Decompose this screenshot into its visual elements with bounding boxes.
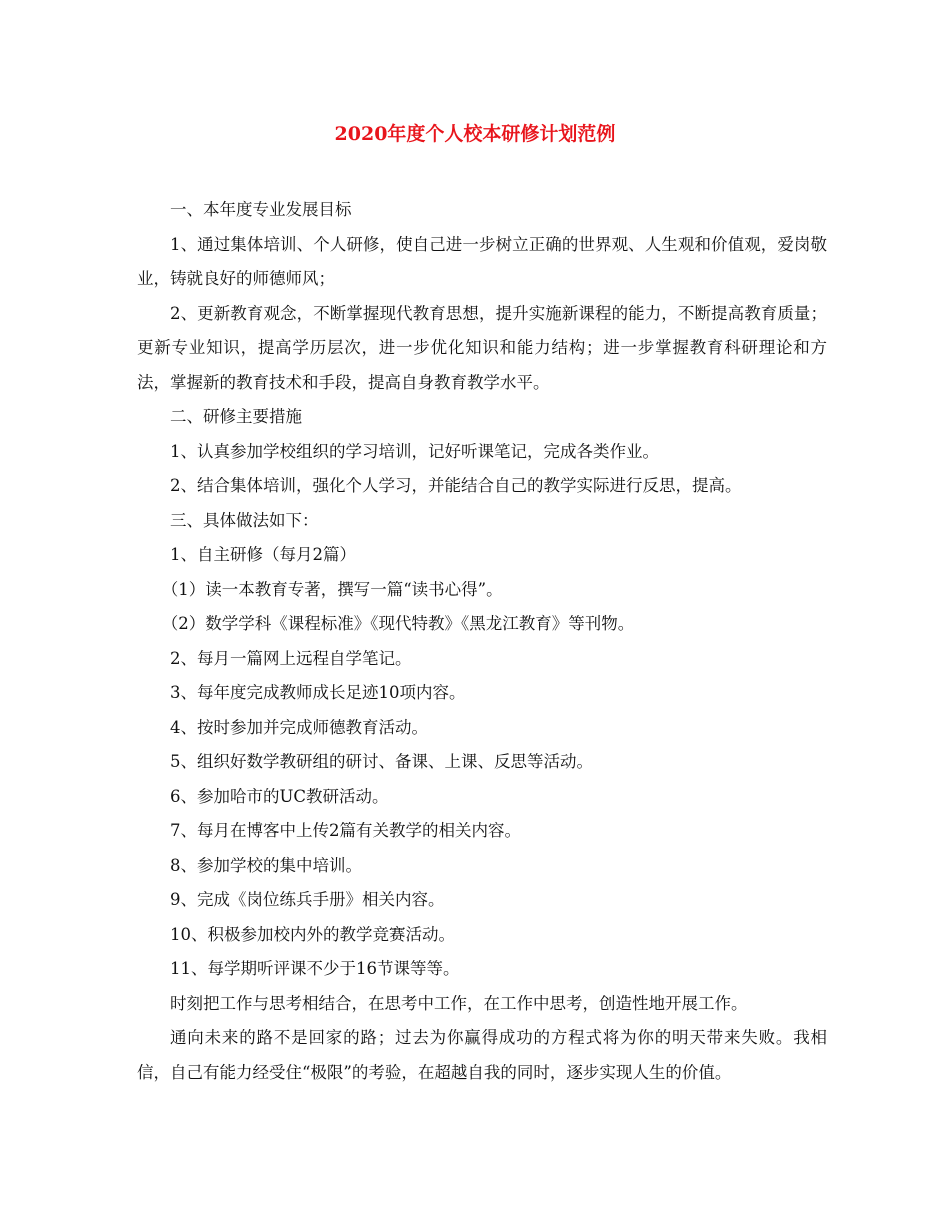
practice-subitem-2: （2）数学学科《课程标准》《现代特教》《黑龙江教育》等刊物。 [161, 614, 635, 633]
practice-item-11: 11、每学期听评课不少于16节课等等。 [170, 959, 460, 978]
practice-item-3: 3、每年度完成教师成长足迹10项内容。 [170, 683, 466, 702]
practice-item-8: 8、参加学校的集中培训。 [170, 855, 362, 875]
practice-item-9: 9、完成《岗位练兵手册》相关内容。 [170, 890, 445, 909]
practice-item-2: 2、每月一篇网上远程自学笔记。 [170, 648, 412, 668]
goal-item-2: 2、更新教育观念，不断掌握现代教育思想，提升实施新课程的能力，不断提高教育质量；更新专业知识，提高学历层次，进一步优化知识和能力结构；进一步掌握教育科研理论和方法，掌握新的教育技术和手段，提高自身教育教学水平。 [137, 303, 827, 392]
practice-item-5: 5、组织好数学教研组的研讨、备课、上课、反思等活动。 [170, 752, 593, 771]
practice-item-7: 7、每月在博客中上传2篇有关教学的相关内容。 [170, 821, 521, 840]
practice-item-10: 10、积极参加校内外的教学竞赛活动。 [170, 924, 455, 944]
section-heading-goals: 一、本年度专业发展目标 [170, 200, 352, 219]
section-heading-measures: 二、研修主要措施 [170, 407, 302, 426]
section-heading-practices: 三、具体做法如下： [170, 510, 319, 530]
goal-item-1: 1、通过集体培训、个人研修，使自己进一步树立正确的世界观、人生观和价值观，爱岗敬业，铸就良好的师德师风； [137, 234, 827, 288]
practice-item-1: 1、自主研修（每月2篇） [170, 545, 356, 564]
practice-item-6: 6、参加哈市的UC教研活动。 [170, 786, 389, 806]
measure-item-1: 1、认真参加学校组织的学习培训，记好听课笔记，完成各类作业。 [170, 441, 659, 461]
closing-paragraph-1: 时刻把工作与思考相结合，在思考中工作，在工作中思考，创造性地开展工作。 [170, 993, 748, 1013]
measure-item-2: 2、结合集体培训，强化个人学习，并能结合自己的教学实际进行反思，提高。 [170, 476, 742, 495]
practice-item-4: 4、按时参加并完成师德教育活动。 [170, 717, 428, 737]
closing-paragraph-2: 通向未来的路不是回家的路；过去为你赢得成功的方程式将为你的明天带来失败。我相信，自己有能力经受住“极限”的考验，在超越自我的同时，逐步实现人生的价值。 [137, 1028, 827, 1082]
document-body [137, 193, 827, 1090]
practice-subitem-1: （1）读一本教育专著，撰写一篇“读书心得”。 [161, 579, 503, 599]
page-title: 2020年度个人校本研修计划范例 [334, 123, 616, 145]
